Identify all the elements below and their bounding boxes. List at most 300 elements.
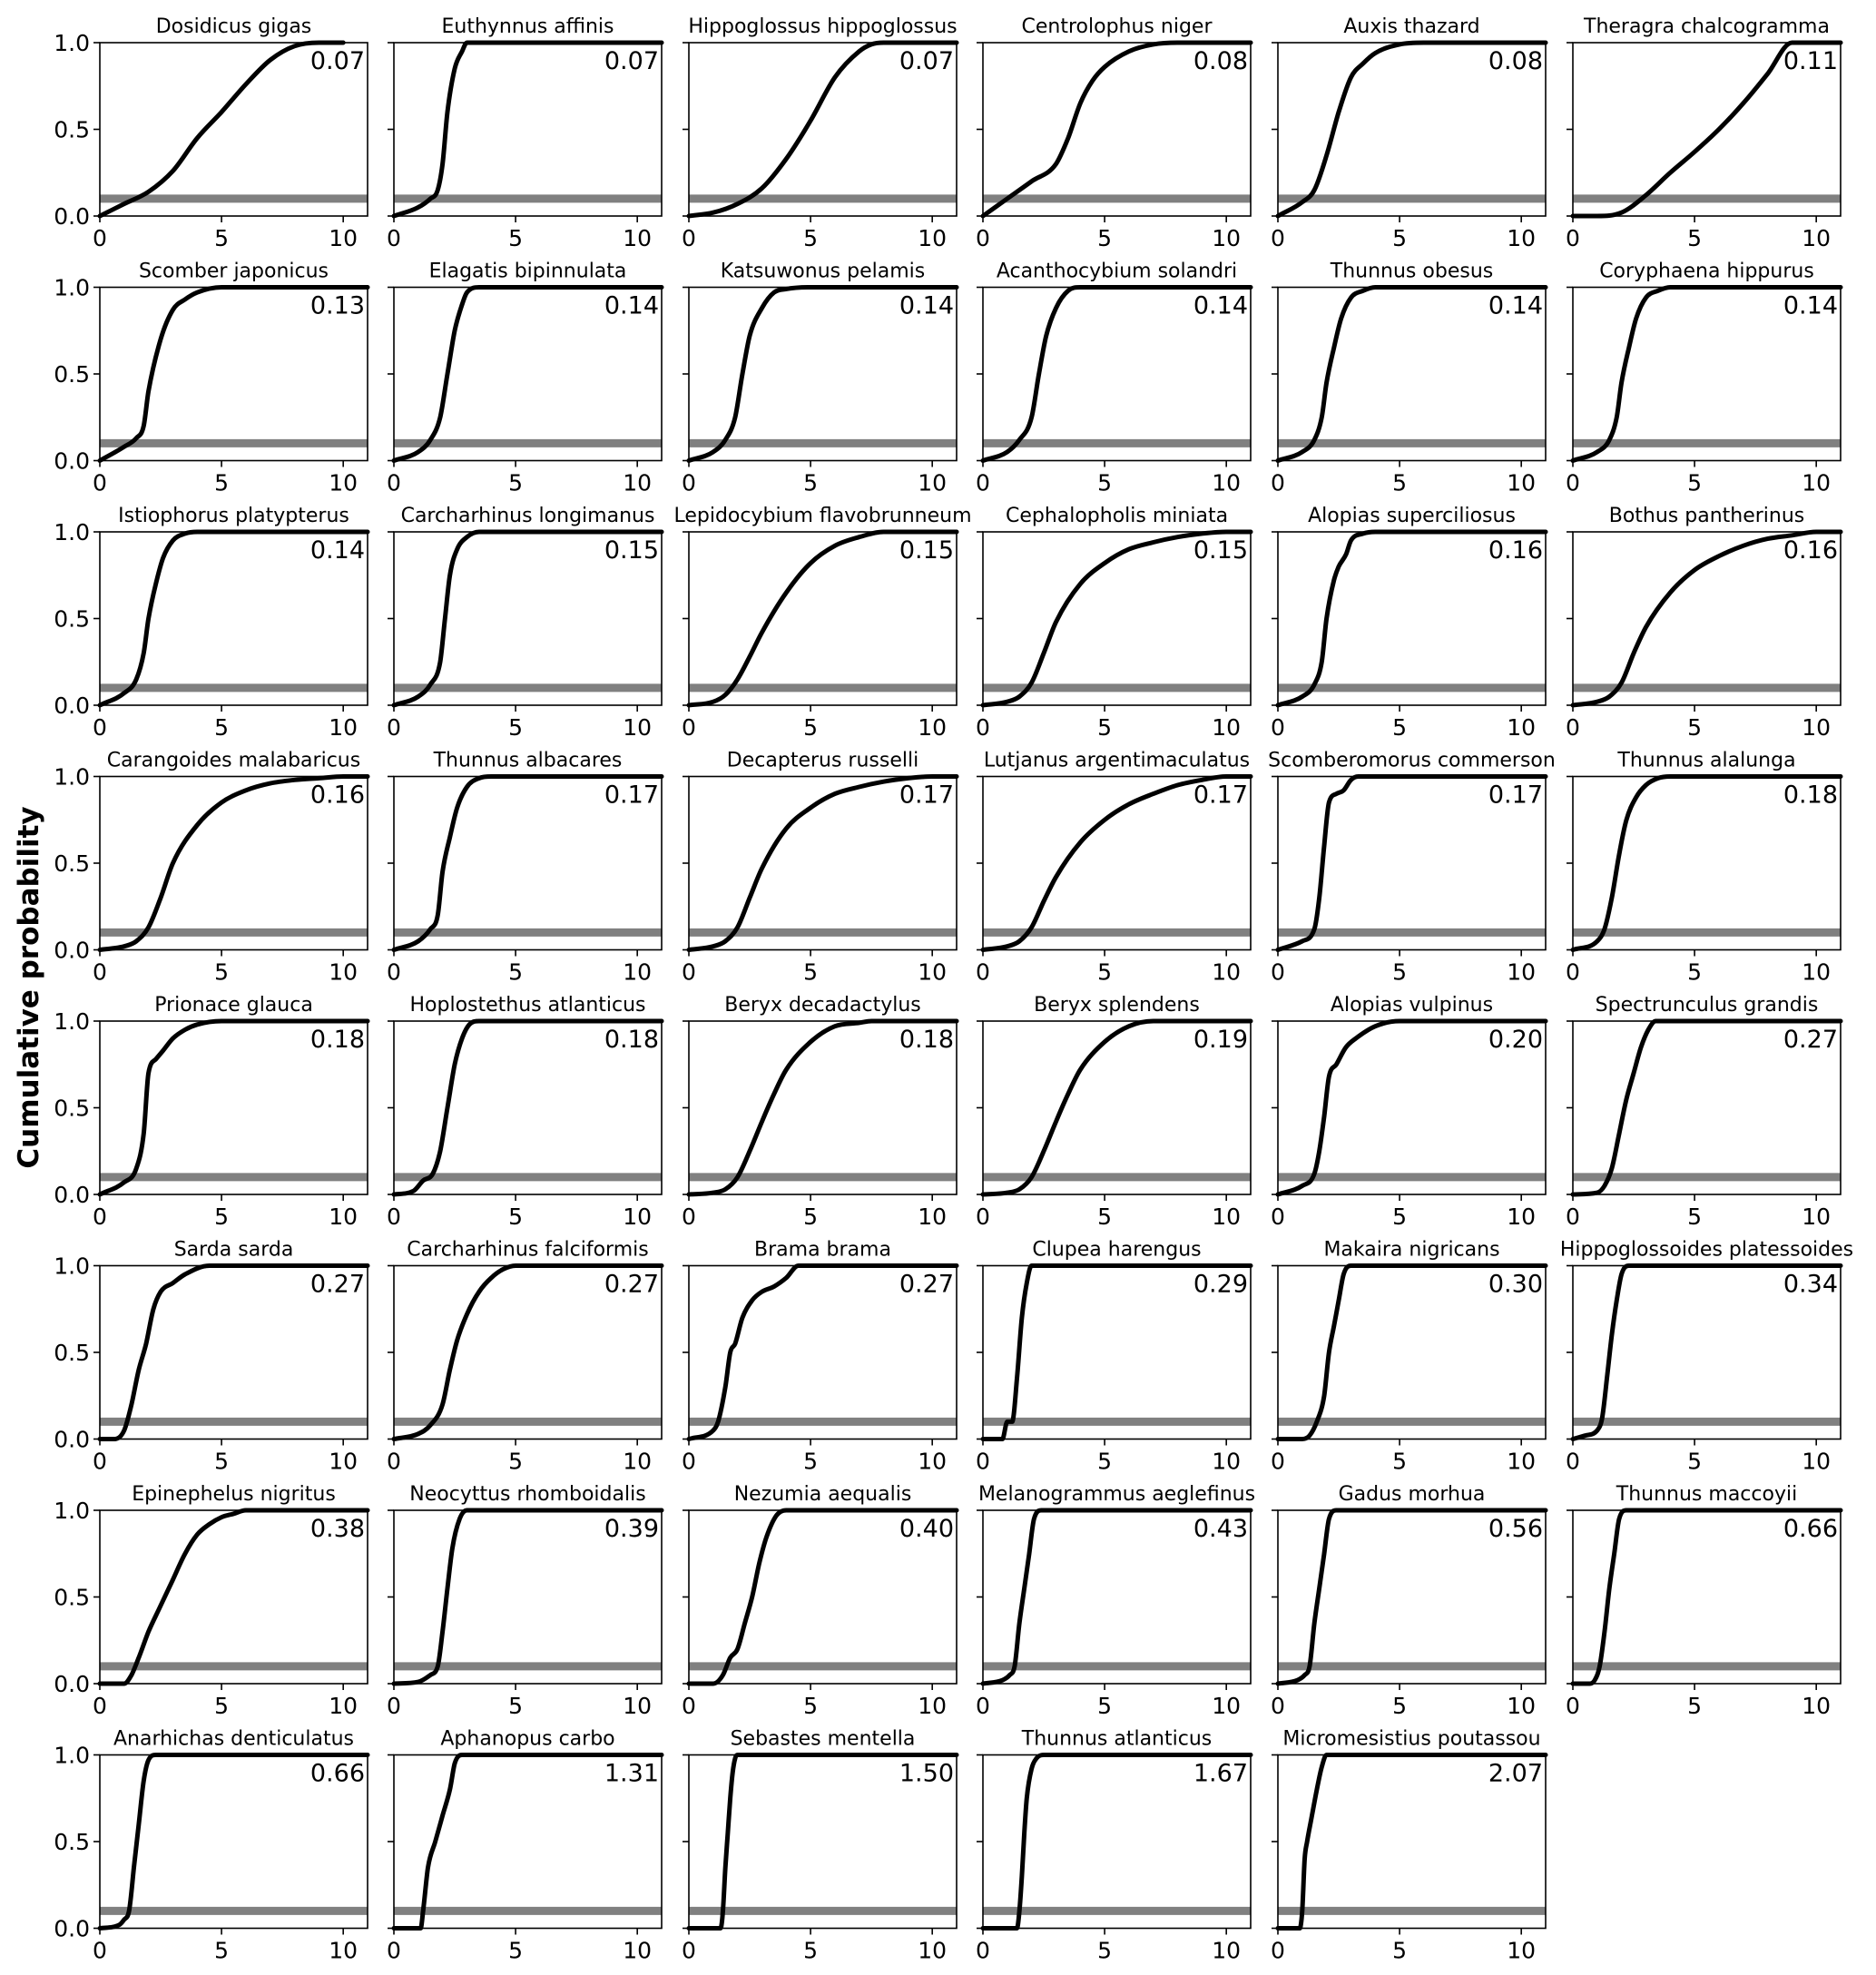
panel-title: Thunnus albacares [433, 749, 623, 772]
panel-value: 0.18 [899, 1026, 954, 1054]
x-tick-label: 10 [1802, 1693, 1832, 1719]
x-tick-label: 10 [1212, 958, 1242, 986]
x-tick-label: 10 [1507, 469, 1537, 496]
x-tick-label: 10 [1802, 225, 1832, 251]
panel [976, 750, 1251, 986]
x-tick-label: 0 [387, 1937, 401, 1964]
x-tick-label: 0 [682, 1448, 696, 1475]
x-tick-label: 10 [329, 469, 359, 496]
x-tick-label: 10 [918, 1204, 948, 1230]
x-tick-label: 5 [1097, 958, 1113, 986]
panel-title: Prionace glauca [154, 994, 313, 1017]
panel-title: Clupea harengus [1032, 1238, 1202, 1262]
panel-value: 1.31 [604, 1759, 659, 1788]
x-tick-label: 10 [1507, 225, 1537, 251]
x-tick-label: 10 [623, 1693, 653, 1719]
x-tick-label: 10 [1802, 958, 1832, 986]
panel [54, 1483, 368, 1719]
y-tick-label: 0.0 [54, 937, 90, 964]
x-tick-label: 10 [1507, 1204, 1537, 1230]
x-tick-label: 0 [1566, 469, 1580, 496]
x-tick-label: 10 [1802, 1448, 1832, 1475]
x-tick-label: 0 [387, 225, 401, 251]
panel-title: Carcharhinus falciformis [407, 1238, 649, 1262]
x-tick-label: 0 [93, 1204, 107, 1230]
x-tick-label: 0 [387, 1448, 401, 1475]
panel-value: 0.14 [1488, 291, 1543, 320]
panel [54, 15, 368, 251]
panel-title: Cephalopholis miniata [1005, 505, 1229, 527]
x-tick-label: 5 [803, 714, 819, 741]
panel-value: 0.18 [1783, 781, 1838, 810]
x-tick-label: 0 [682, 1937, 696, 1964]
panel [976, 1483, 1255, 1719]
x-tick-label: 10 [1212, 1693, 1242, 1719]
x-tick-label: 0 [387, 1204, 401, 1230]
x-tick-label: 5 [1392, 1693, 1408, 1719]
x-tick-label: 0 [1271, 714, 1285, 741]
x-tick-label: 5 [1392, 469, 1408, 496]
panel-value: 0.16 [309, 781, 365, 810]
panel-value: 0.14 [309, 536, 365, 565]
x-tick-label: 5 [1392, 1448, 1408, 1475]
x-tick-label: 0 [976, 714, 990, 741]
panel-title: Decapterus russelli [726, 749, 919, 772]
x-tick-label: 5 [1097, 1937, 1113, 1964]
panel-title: Makaira nigricans [1323, 1238, 1500, 1262]
panel [682, 15, 958, 251]
y-tick-label: 0.5 [54, 116, 90, 143]
x-tick-label: 0 [976, 469, 990, 496]
y-tick-label: 1.0 [54, 1498, 90, 1524]
x-tick-label: 5 [508, 958, 524, 986]
panel-value: 2.07 [1488, 1759, 1543, 1788]
x-tick-label: 5 [1097, 1204, 1113, 1230]
y-tick-label: 0.5 [54, 1584, 90, 1611]
x-tick-label: 0 [93, 1693, 107, 1719]
x-tick-label: 0 [682, 958, 696, 986]
panel-title: Thunnus atlanticus [1021, 1727, 1213, 1751]
x-tick-label: 5 [1392, 1204, 1408, 1230]
x-tick-label: 10 [1507, 1937, 1537, 1964]
x-tick-label: 5 [803, 958, 819, 986]
y-tick-label: 1.0 [54, 30, 90, 56]
x-tick-label: 0 [387, 469, 401, 496]
panel-value: 0.56 [1488, 1515, 1543, 1543]
x-tick-label: 0 [682, 1204, 696, 1230]
x-tick-label: 10 [623, 1937, 653, 1964]
x-tick-label: 10 [1507, 1693, 1537, 1719]
panel-title: Beryx decadactylus [724, 994, 921, 1017]
panel-value: 0.14 [1783, 291, 1838, 320]
x-tick-label: 0 [93, 1937, 107, 1964]
panel-value: 0.14 [899, 291, 954, 320]
panel-value: 1.50 [899, 1759, 954, 1788]
y-tick-label: 1.0 [54, 1008, 90, 1035]
x-tick-label: 0 [682, 1693, 696, 1719]
panel-title: Thunnus alalunga [1617, 749, 1796, 772]
panel-title: Lepidocybium flavobrunneum [673, 505, 972, 527]
x-tick-label: 5 [1687, 1204, 1703, 1230]
panel [976, 1728, 1251, 1964]
x-tick-label: 10 [1212, 1937, 1242, 1964]
panel-title: Centrolophus niger [1021, 15, 1213, 38]
x-tick-label: 0 [976, 1693, 990, 1719]
x-tick-label: 0 [387, 1693, 401, 1719]
x-tick-label: 0 [93, 958, 107, 986]
x-tick-label: 0 [682, 714, 696, 741]
x-tick-label: 10 [1212, 469, 1242, 496]
panel-value: 0.16 [1488, 536, 1543, 565]
cdf-curve [100, 43, 343, 216]
panel-value: 0.20 [1488, 1026, 1543, 1054]
panel-value: 0.15 [604, 536, 659, 565]
x-tick-label: 5 [508, 469, 524, 496]
y-tick-label: 0.0 [54, 1915, 90, 1942]
y-tick-label: 1.0 [54, 763, 90, 791]
panel-title: Neocyttus rhomboidalis [409, 1483, 646, 1506]
x-tick-label: 0 [387, 714, 401, 741]
panel-title: Istiophorus platypterus [118, 505, 349, 527]
panel [54, 1728, 368, 1964]
panel-title: Epinephelus nigritus [132, 1483, 336, 1506]
x-tick-label: 5 [1687, 1693, 1703, 1719]
panel-title: Lutjanus argentimaculatus [983, 749, 1251, 772]
x-tick-label: 5 [1687, 1448, 1703, 1475]
panel-value: 0.07 [899, 47, 954, 75]
panel [673, 505, 971, 741]
x-tick-label: 5 [214, 225, 230, 251]
x-tick-label: 0 [1271, 469, 1285, 496]
x-tick-label: 10 [623, 714, 653, 741]
panel-value: 0.18 [604, 1026, 659, 1054]
x-tick-label: 10 [1507, 958, 1537, 986]
panel-title: Scomberomorus commerson [1268, 749, 1556, 772]
y-tick-label: 0.5 [54, 1829, 90, 1855]
x-tick-label: 5 [1687, 958, 1703, 986]
panel [682, 1483, 957, 1719]
panel-value: 0.15 [1193, 536, 1248, 565]
panel-title: Elagatis bipinnulata [428, 260, 627, 283]
x-tick-label: 0 [976, 1204, 990, 1230]
panel-value: 0.17 [1193, 781, 1248, 810]
x-tick-label: 5 [508, 714, 524, 741]
panel [1271, 505, 1546, 741]
panel-value: 0.13 [309, 291, 365, 320]
panel-title: Micromesistius poutassou [1282, 1727, 1541, 1751]
x-tick-label: 10 [329, 1204, 359, 1230]
y-tick-label: 0.5 [54, 1095, 90, 1122]
y-tick-label: 0.0 [54, 1426, 90, 1453]
panel [1566, 505, 1841, 741]
x-tick-label: 5 [803, 1204, 819, 1230]
panel [1271, 260, 1546, 496]
panel [387, 1239, 662, 1475]
x-tick-label: 5 [1687, 714, 1703, 741]
panel [682, 1239, 957, 1475]
panel-value: 0.14 [1193, 291, 1248, 320]
y-tick-label: 0.0 [54, 203, 90, 230]
panel [1271, 994, 1546, 1230]
panel-title: Katsuwonus pelamis [720, 260, 926, 283]
panel-title: Bothus pantherinus [1608, 505, 1805, 527]
x-tick-label: 5 [508, 1448, 524, 1475]
panel-value: 0.27 [309, 1270, 365, 1299]
panel-value: 0.17 [604, 781, 659, 810]
panel-title: Brama brama [754, 1238, 891, 1262]
x-tick-label: 0 [1566, 714, 1580, 741]
x-tick-label: 10 [623, 469, 653, 496]
panel-grid [54, 15, 1853, 1964]
y-tick-label: 0.5 [54, 605, 90, 633]
x-tick-label: 0 [1271, 958, 1285, 986]
x-tick-label: 5 [803, 1693, 819, 1719]
panel-title: Thunnus maccoyii [1616, 1483, 1798, 1506]
panel-value: 0.30 [1488, 1270, 1543, 1299]
panel-value: 0.14 [604, 291, 659, 320]
x-tick-label: 0 [976, 1448, 990, 1475]
panel-value: 0.43 [1193, 1515, 1248, 1543]
panel-value: 0.40 [899, 1515, 954, 1543]
x-tick-label: 0 [1566, 1204, 1580, 1230]
panel-value: 0.18 [309, 1026, 365, 1054]
panel [1271, 1239, 1546, 1475]
x-tick-label: 0 [93, 469, 107, 496]
panel [976, 505, 1251, 741]
x-tick-label: 5 [214, 1693, 230, 1719]
x-tick-label: 0 [1271, 1937, 1285, 1964]
x-tick-label: 10 [329, 714, 359, 741]
panel [1271, 1728, 1546, 1964]
panel [387, 260, 662, 496]
x-tick-label: 0 [93, 225, 107, 251]
x-tick-label: 0 [976, 225, 990, 251]
panel-title: Scomber japonicus [138, 260, 329, 283]
panel-title: Hippoglossoides platessoides [1559, 1238, 1854, 1262]
panel [976, 994, 1251, 1230]
y-tick-label: 1.0 [54, 1742, 90, 1769]
x-tick-label: 10 [918, 225, 948, 251]
x-tick-label: 10 [1802, 714, 1832, 741]
x-tick-label: 0 [976, 958, 990, 986]
panel [54, 260, 368, 496]
x-tick-label: 5 [1392, 1937, 1408, 1964]
x-tick-label: 5 [1097, 225, 1113, 251]
x-tick-label: 10 [329, 958, 359, 986]
x-tick-label: 5 [214, 1204, 230, 1230]
y-tick-label: 0.5 [54, 1340, 90, 1366]
x-tick-label: 5 [1392, 225, 1408, 251]
x-tick-label: 5 [1687, 225, 1703, 251]
x-tick-label: 5 [508, 1693, 524, 1719]
x-tick-label: 0 [1566, 1448, 1580, 1475]
x-tick-label: 10 [329, 1937, 359, 1964]
panel-value: 0.17 [1488, 781, 1543, 810]
panel-value: 0.38 [309, 1515, 365, 1543]
y-tick-label: 0.0 [54, 693, 90, 719]
panel [682, 750, 957, 986]
x-tick-label: 10 [918, 1693, 948, 1719]
panel-title: Theragra chalcogramma [1584, 15, 1830, 38]
panel-title: Hoplostethus atlanticus [409, 994, 646, 1017]
x-tick-label: 0 [682, 225, 696, 251]
panel-value: 0.29 [1193, 1270, 1248, 1299]
x-tick-label: 10 [623, 1204, 653, 1230]
x-tick-label: 0 [682, 469, 696, 496]
x-tick-label: 0 [1566, 958, 1580, 986]
x-tick-label: 5 [508, 225, 524, 251]
x-tick-label: 5 [214, 1937, 230, 1964]
y-tick-label: 1.0 [54, 274, 90, 301]
x-tick-label: 10 [918, 1937, 948, 1964]
panel [1268, 750, 1556, 986]
x-tick-label: 10 [329, 1448, 359, 1475]
panel-title: Carcharhinus longimanus [400, 505, 655, 527]
panel-title: Carangoides malabaricus [106, 749, 361, 772]
panel [1566, 15, 1841, 251]
x-tick-label: 10 [1507, 714, 1537, 741]
panel-value: 0.27 [899, 1270, 954, 1299]
panel-value: 0.66 [1783, 1515, 1838, 1543]
x-tick-label: 10 [918, 469, 948, 496]
x-tick-label: 0 [976, 1937, 990, 1964]
panel-value: 0.11 [1783, 47, 1838, 75]
panel-title: Aphanopus carbo [440, 1727, 615, 1751]
panel [682, 1728, 957, 1964]
panel [1566, 994, 1841, 1230]
x-tick-label: 10 [623, 225, 653, 251]
y-tick-label: 0.5 [54, 361, 90, 388]
panel-title: Nezumia aequalis [733, 1483, 912, 1506]
panel [976, 15, 1251, 251]
y-tick-label: 0.0 [54, 447, 90, 475]
panel-value: 0.08 [1488, 47, 1543, 75]
panel [1271, 15, 1546, 251]
panel [387, 994, 662, 1230]
x-tick-label: 0 [93, 1448, 107, 1475]
panel-value: 0.66 [309, 1759, 365, 1788]
panel-value: 1.67 [1193, 1759, 1248, 1788]
panel-title: Acanthocybium solandri [996, 260, 1238, 283]
panel-title: Coryphaena hippurus [1599, 260, 1814, 283]
panel [682, 260, 957, 496]
panel [387, 15, 662, 251]
panel-value: 0.07 [309, 47, 365, 75]
panel-title: Sebastes mentella [730, 1727, 916, 1751]
x-tick-label: 5 [508, 1204, 524, 1230]
x-tick-label: 5 [803, 469, 819, 496]
y-tick-label: 0.0 [54, 1671, 90, 1697]
x-tick-label: 5 [1097, 469, 1113, 496]
panel-value: 0.27 [1783, 1026, 1838, 1054]
panel [1560, 1239, 1853, 1475]
panel [1271, 1483, 1546, 1719]
panel [1566, 750, 1841, 986]
panel-title: Euthynnus affinis [441, 15, 614, 38]
y-axis-label: Cumulative probability [13, 806, 45, 1169]
x-tick-label: 5 [1392, 958, 1408, 986]
x-tick-label: 5 [1097, 1448, 1113, 1475]
x-tick-label: 10 [1212, 1448, 1242, 1475]
x-tick-label: 5 [214, 1448, 230, 1475]
x-tick-label: 10 [623, 958, 653, 986]
panel [976, 1239, 1251, 1475]
x-tick-label: 10 [1507, 1448, 1537, 1475]
panel-value: 0.19 [1193, 1026, 1248, 1054]
panel [976, 260, 1251, 496]
x-tick-label: 5 [214, 958, 230, 986]
y-tick-label: 0.0 [54, 1182, 90, 1208]
panel-title: Anarhichas denticulatus [113, 1727, 355, 1751]
x-tick-label: 0 [93, 714, 107, 741]
panel [54, 505, 368, 741]
panel [387, 1728, 662, 1964]
panel [1566, 1483, 1841, 1719]
panel [387, 1483, 662, 1719]
panel-title: Auxis thazard [1343, 15, 1480, 38]
x-tick-label: 0 [1271, 1693, 1285, 1719]
panel-title: Thunnus obesus [1330, 260, 1494, 283]
panel [682, 994, 957, 1230]
x-tick-label: 0 [387, 958, 401, 986]
panel [54, 1239, 368, 1475]
panel-value: 0.27 [604, 1270, 659, 1299]
panel-title: Dosidicus gigas [155, 15, 312, 38]
x-tick-label: 5 [803, 1937, 819, 1964]
panel-title: Gadus morhua [1338, 1483, 1486, 1506]
x-tick-label: 10 [918, 1448, 948, 1475]
x-tick-label: 10 [918, 958, 948, 986]
panel-title: Alopias vulpinus [1330, 994, 1494, 1017]
x-tick-label: 5 [214, 714, 230, 741]
panel-value: 0.07 [604, 47, 659, 75]
x-tick-label: 0 [1271, 1204, 1285, 1230]
x-tick-label: 10 [1802, 469, 1832, 496]
panel-title: Sarda sarda [173, 1238, 294, 1262]
x-tick-label: 10 [1212, 714, 1242, 741]
x-tick-label: 10 [1212, 1204, 1242, 1230]
panel [54, 994, 368, 1230]
panel-value: 0.08 [1193, 47, 1248, 75]
y-tick-label: 1.0 [54, 1253, 90, 1280]
panel-value: 0.16 [1783, 536, 1838, 565]
y-tick-label: 0.5 [54, 850, 90, 877]
panel-value: 0.17 [899, 781, 954, 810]
x-tick-label: 0 [1271, 1448, 1285, 1475]
x-tick-label: 10 [1802, 1204, 1832, 1230]
panel-title: Beryx splendens [1034, 994, 1200, 1017]
x-tick-label: 10 [918, 714, 948, 741]
x-tick-label: 10 [329, 225, 359, 251]
x-tick-label: 0 [1271, 225, 1285, 251]
panel-title: Hippoglossus hippoglossus [688, 15, 958, 38]
x-tick-label: 5 [1097, 1693, 1113, 1719]
panel [387, 505, 662, 741]
x-tick-label: 0 [1566, 1693, 1580, 1719]
x-tick-label: 5 [1687, 469, 1703, 496]
panel-title: Melanogrammus aeglefinus [977, 1483, 1256, 1506]
x-tick-label: 5 [1392, 714, 1408, 741]
y-tick-label: 1.0 [54, 519, 90, 545]
x-tick-label: 0 [1566, 225, 1580, 251]
x-tick-label: 5 [214, 469, 230, 496]
x-tick-label: 5 [803, 225, 819, 251]
x-tick-label: 5 [803, 1448, 819, 1475]
panel-value: 0.15 [899, 536, 954, 565]
panel-value: 0.39 [604, 1515, 659, 1543]
panel-title: Spectrunculus grandis [1595, 994, 1819, 1017]
x-tick-label: 5 [1097, 714, 1113, 741]
